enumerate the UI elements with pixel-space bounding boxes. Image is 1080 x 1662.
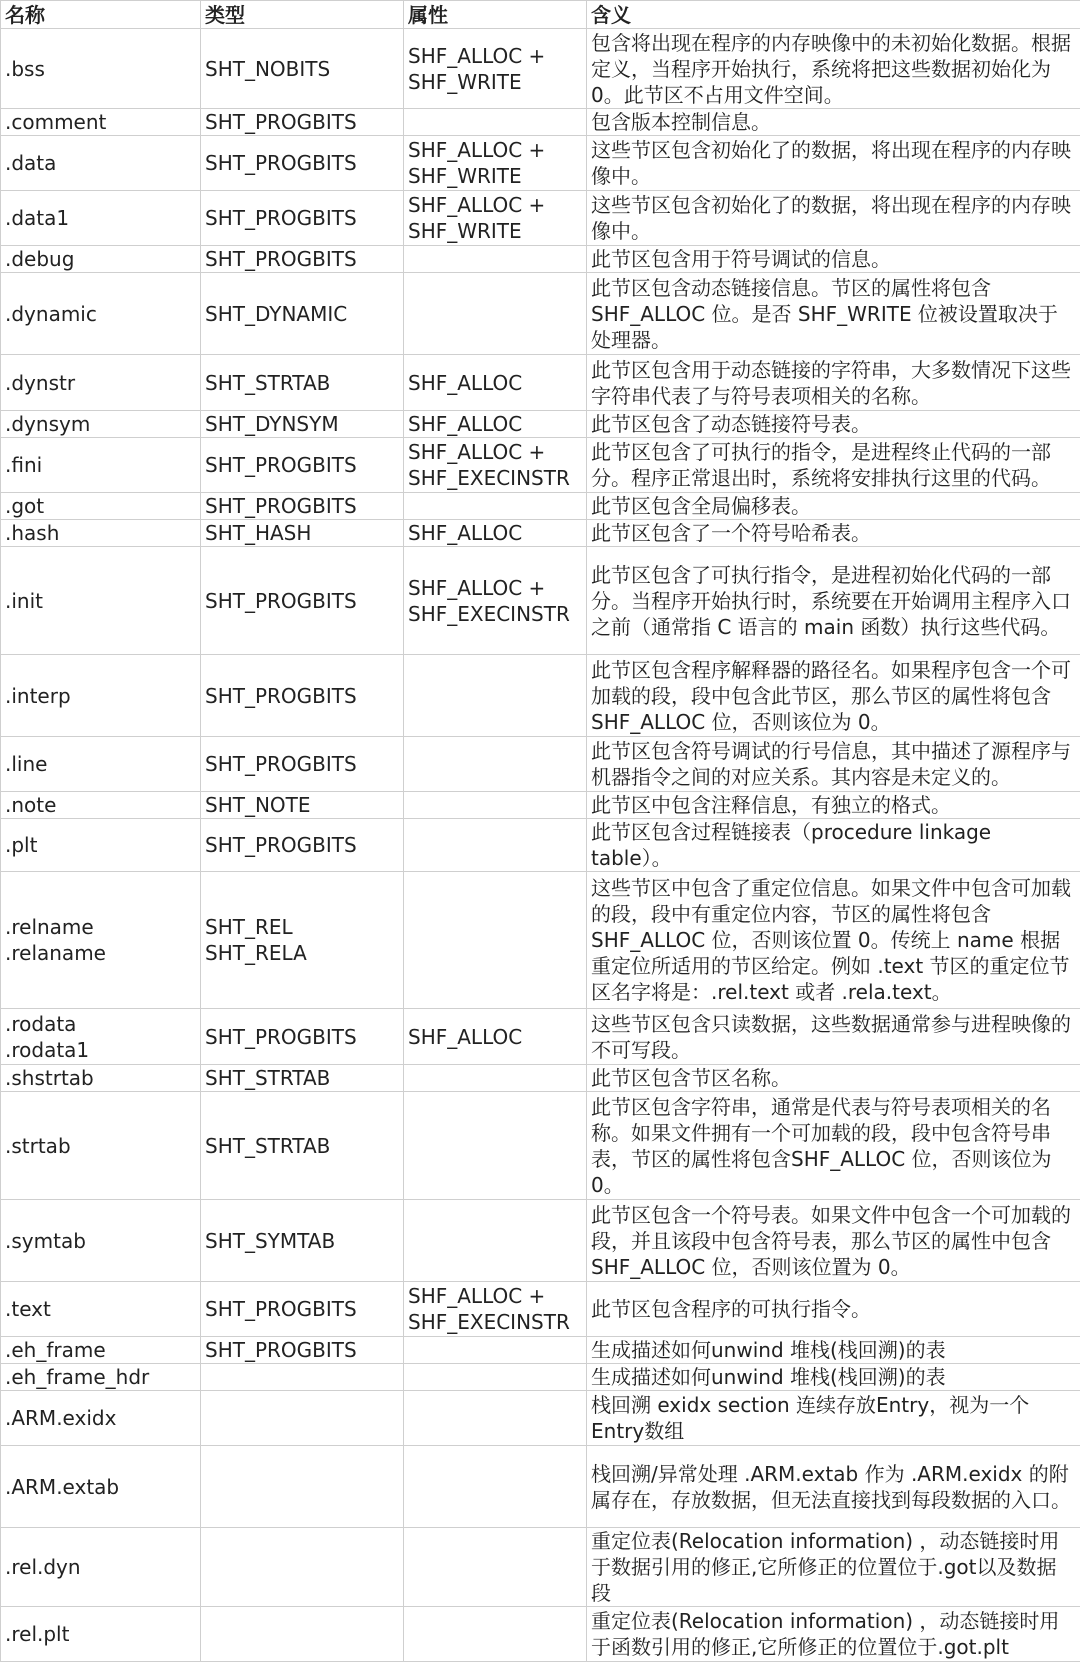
section-name: .debug [1,246,201,273]
section-type [201,1391,404,1446]
section-desc: 包含版本控制信息。 [587,109,1080,136]
section-attr: SHF_ALLOC + SHF_WRITE [404,191,587,246]
header-desc: 含义 [587,1,1080,29]
section-name: .relname .relaname [1,872,201,1009]
section-name: .comment [1,109,201,136]
section-type: SHT_NOBITS [201,29,404,109]
section-type: SHT_PROGBITS [201,136,404,191]
section-desc: 此节区包含符号调试的行号信息，其中描述了源程序与机器指令之间的对应关系。其内容是未定义的。 [587,737,1080,792]
section-attr [404,872,587,1009]
section-name: .rodata .rodata1 [1,1009,201,1065]
section-name: .rel.plt [1,1607,201,1662]
section-desc: 重定位表(Relocation information) ，动态链接时用于函数引用的修正,它所修正的位置位于.got.plt [587,1607,1080,1662]
table-row [1,136,1080,191]
section-name: .text [1,1282,201,1337]
section-attr [404,655,587,737]
section-desc: 此节区包含了动态链接符号表。 [587,411,1080,438]
section-attr [404,1607,587,1662]
section-type: SHT_PROGBITS [201,191,404,246]
section-attr [404,792,587,819]
section-name: .line [1,737,201,792]
section-desc: 此节区包含程序解释器的路径名。如果程序包含一个可加载的段，段中包含此节区，那么节区的属性将包含 SHF_ALLOC 位，否则该位为 0。 [587,655,1080,737]
section-type: SHT_PROGBITS [201,819,404,872]
section-desc: 栈回溯/异常处理 .ARM.extab 作为 .ARM.exidx 的附属存在，存放数据，但无法直接找到每段数据的入口。 [587,1446,1080,1528]
table-row [1,1391,1080,1446]
section-attr: SHF_ALLOC [404,520,587,547]
section-attr [404,109,587,136]
section-attr [404,819,587,872]
section-name: .bss [1,29,201,109]
section-name: .symtab [1,1200,201,1282]
section-name: .data1 [1,191,201,246]
table-row [1,520,1080,547]
section-type: SHT_STRTAB [201,1092,404,1200]
section-desc: 此节区包含动态链接信息。节区的属性将包含 SHF_ALLOC 位。是否 SHF_WRITE 位被设置取决于处理器。 [587,273,1080,355]
section-type: SHT_PROGBITS [201,109,404,136]
section-attr [404,246,587,273]
section-name: .eh_frame [1,1337,201,1364]
section-type: SHT_PROGBITS [201,547,404,655]
section-attr [404,1446,587,1528]
section-desc: 此节区包含用于动态链接的字符串，大多数情况下这些字符串代表了与符号表项相关的名称。 [587,355,1080,411]
section-type: SHT_PROGBITS [201,1337,404,1364]
section-name: .eh_frame_hdr [1,1364,201,1391]
table-row [1,1200,1080,1282]
table-row [1,493,1080,520]
section-attr [404,1364,587,1391]
section-name: .shstrtab [1,1065,201,1092]
section-name: .rel.dyn [1,1528,201,1607]
section-type: SHT_STRTAB [201,1065,404,1092]
section-desc: 包含将出现在程序的内存映像中的未初始化数据。根据定义，当程序开始执行，系统将把这些数据初始化为 0。此节区不占用文件空间。 [587,29,1080,109]
header-attr: 属性 [404,1,587,29]
section-type: SHT_NOTE [201,792,404,819]
section-attr: SHF_ALLOC + SHF_EXECINSTR [404,547,587,655]
section-name: .plt [1,819,201,872]
table-row [1,29,1080,109]
section-desc: 此节区包含了一个符号哈希表。 [587,520,1080,547]
section-name: .init [1,547,201,655]
header-row [1,1,1080,29]
section-name: .dynamic [1,273,201,355]
section-attr: SHF_ALLOC [404,411,587,438]
section-attr: SHF_ALLOC + SHF_WRITE [404,136,587,191]
table-row [1,1092,1080,1200]
table-row [1,1282,1080,1337]
section-type [201,1607,404,1662]
section-desc: 生成描述如何unwind 堆栈(栈回溯)的表 [587,1337,1080,1364]
section-desc: 栈回溯 exidx section 连续存放Entry，视为一个Entry数组 [587,1391,1080,1446]
table-row [1,792,1080,819]
table-row [1,872,1080,1009]
section-type: SHT_DYNAMIC [201,273,404,355]
section-desc: 这些节区包含只读数据，这些数据通常参与进程映像的不可写段。 [587,1009,1080,1065]
table-row [1,737,1080,792]
section-desc: 此节区包含字符串，通常是代表与符号表项相关的名称。如果文件拥有一个可加载的段，段中包含符号串表，节区的属性将包含SHF_ALLOC 位，否则该位为 0。 [587,1092,1080,1200]
section-name: .interp [1,655,201,737]
table-row [1,1009,1080,1065]
section-attr: SHF_ALLOC [404,355,587,411]
section-attr [404,1092,587,1200]
section-desc: 此节区包含了可执行的指令，是进程终止代码的一部分。程序正常退出时，系统将安排执行这里的代码。 [587,438,1080,493]
section-attr [404,1528,587,1607]
table-row [1,438,1080,493]
section-type: SHT_PROGBITS [201,438,404,493]
table-row [1,547,1080,655]
section-name: .note [1,792,201,819]
table-row [1,1337,1080,1364]
section-type: SHT_PROGBITS [201,655,404,737]
section-desc: 这些节区包含初始化了的数据，将出现在程序的内存映像中。 [587,136,1080,191]
header-type: 类型 [201,1,404,29]
section-attr: SHF_ALLOC + SHF_EXECINSTR [404,1282,587,1337]
table-row [1,273,1080,355]
section-type: SHT_PROGBITS [201,246,404,273]
section-name: .data [1,136,201,191]
table-row [1,1446,1080,1528]
section-type: SHT_PROGBITS [201,1009,404,1065]
section-attr [404,493,587,520]
section-type: SHT_PROGBITS [201,737,404,792]
section-name: .got [1,493,201,520]
section-type: SHT_PROGBITS [201,1282,404,1337]
section-type [201,1528,404,1607]
section-type: SHT_PROGBITS [201,493,404,520]
table-row [1,819,1080,872]
table-row [1,655,1080,737]
table-row [1,246,1080,273]
table-row [1,411,1080,438]
section-attr [404,1200,587,1282]
table-row [1,191,1080,246]
section-type [201,1364,404,1391]
table-row [1,1528,1080,1607]
section-desc: 重定位表(Relocation information) ，动态链接时用于数据引用的修正,它所修正的位置位于.got以及数据段 [587,1528,1080,1607]
section-type: SHT_HASH [201,520,404,547]
section-name: .strtab [1,1092,201,1200]
table-row [1,1607,1080,1662]
section-attr: SHF_ALLOC + SHF_EXECINSTR [404,438,587,493]
section-attr [404,737,587,792]
section-desc: 此节区包含全局偏移表。 [587,493,1080,520]
section-attr: SHF_ALLOC [404,1009,587,1065]
section-type: SHT_DYNSYM [201,411,404,438]
section-name: .ARM.exidx [1,1391,201,1446]
section-attr: SHF_ALLOC + SHF_WRITE [404,29,587,109]
table-row [1,109,1080,136]
table-row [1,355,1080,411]
section-desc: 此节区包含过程链接表（procedure linkage table）。 [587,819,1080,872]
section-type [201,1446,404,1528]
header-name: 名称 [1,1,201,29]
section-attr [404,1337,587,1364]
table-row [1,1065,1080,1092]
section-attr [404,1065,587,1092]
section-name: .ARM.extab [1,1446,201,1528]
section-desc: 此节区包含节区名称。 [587,1065,1080,1092]
section-type: SHT_REL SHT_RELA [201,872,404,1009]
section-desc: 此节区中包含注释信息，有独立的格式。 [587,792,1080,819]
section-name: .dynstr [1,355,201,411]
section-attr [404,273,587,355]
section-desc: 此节区包含用于符号调试的信息。 [587,246,1080,273]
section-name: .dynsym [1,411,201,438]
section-type: SHT_STRTAB [201,355,404,411]
section-desc: 此节区包含了可执行指令，是进程初始化代码的一部分。当程序开始执行时，系统要在开始调用主程序入口之前（通常指 C 语言的 main 函数）执行这些代码。 [587,547,1080,655]
section-desc: 这些节区中包含了重定位信息。如果文件中包含可加载的段，段中有重定位内容，节区的属性将包含 SHF_ALLOC 位，否则该位置 0。传统上 name 根据重定位所适用的节区给定。例如 .text 节区的重定位节区名字将是：.rel.text 或者 .rela.text。 [587,872,1080,1009]
section-name: .fini [1,438,201,493]
section-desc: 生成描述如何unwind 堆栈(栈回溯)的表 [587,1364,1080,1391]
section-attr [404,1391,587,1446]
table-row [1,1364,1080,1391]
section-desc: 这些节区包含初始化了的数据，将出现在程序的内存映像中。 [587,191,1080,246]
section-desc: 此节区包含一个符号表。如果文件中包含一个可加载的段，并且该段中包含符号表，那么节区的属性中包含SHF_ALLOC 位，否则该位置为 0。 [587,1200,1080,1282]
section-desc: 此节区包含程序的可执行指令。 [587,1282,1080,1337]
section-type: SHT_SYMTAB [201,1200,404,1282]
section-name: .hash [1,520,201,547]
